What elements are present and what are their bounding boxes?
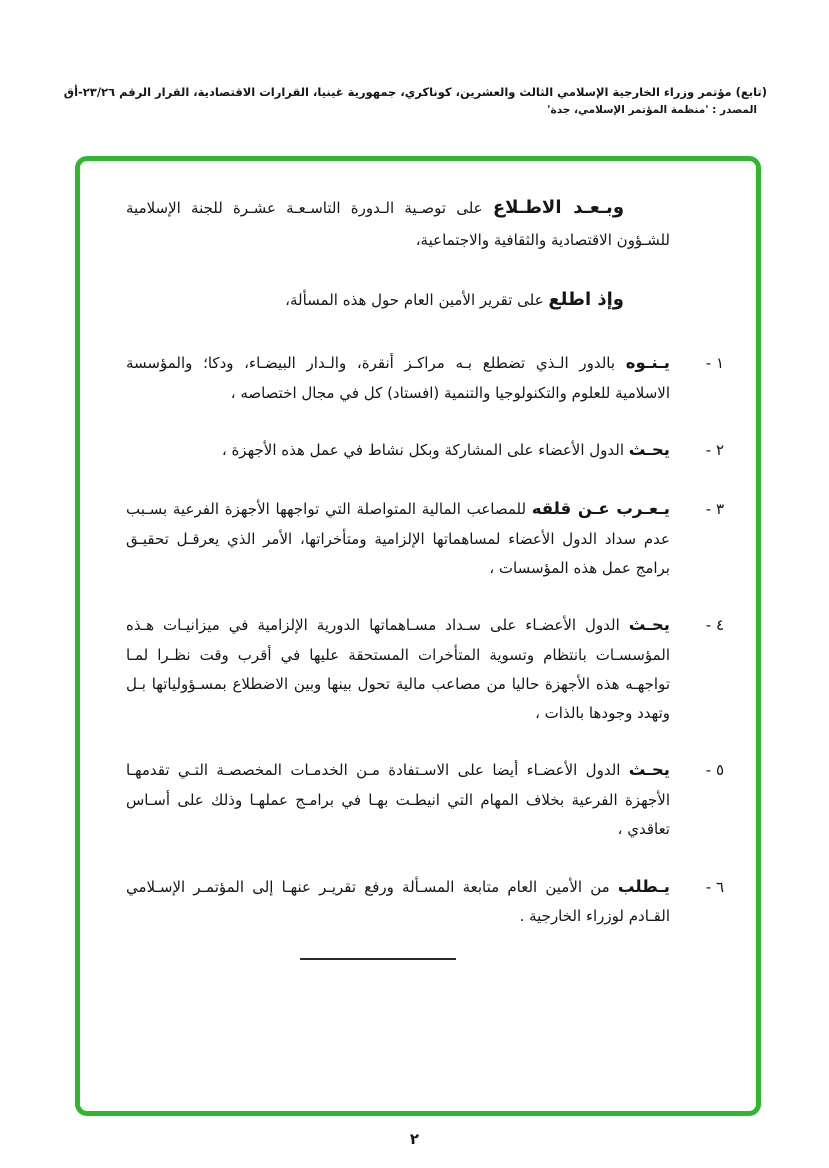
paragraph-preamble-2 — [126, 283, 670, 318]
bold-lead-item-3: يـعـرب عـن قلقه — [531, 499, 670, 519]
item-text-6 — [126, 871, 670, 931]
bold-lead-preamble-2: وإذ اطلع — [548, 289, 624, 311]
preamble-2-text: على تقرير الأمين العام حول هذه المسألة، — [285, 291, 549, 310]
header-title-line: (تابع) مؤتمر وزراء الخارجية الإسلامي الثالث والعشرين، كوناكري، جمهورية غينيا، القرارات الاقتصادية، القرار الرقم ٢٣/٢٦-أق — [63, 85, 767, 99]
item-number-3: ٣ - — [705, 500, 724, 519]
preamble-1-text: على توصـية الـدورة التاسـعـة عشـرة للجنة الإسلامية للشـؤون الاقتصادية والثقافية والاجتماعية، — [126, 199, 670, 249]
bold-lead-item-2: يحـث — [628, 440, 670, 460]
bold-lead-item-1: يـنـوه — [625, 352, 670, 372]
item-number-4: ٤ - — [705, 616, 724, 635]
item-body-6: من الأمين العام متابعة المسـألة ورفع تقريـر عنهـا إلى المؤتمـر الإسـلامي القـادم لوزراء الخارجية . — [126, 877, 670, 926]
item-number-2: ٢ - — [705, 441, 724, 460]
item-number-5: ٥ - — [705, 761, 724, 780]
item-body-3: للمصاعب المالية المتواصلة التي تواجهها الأجهزة الفرعية بسـبب عدم سداد الدول الأعضاء لمساهماتها الإلزامية ومتأخراتها، الأمر الذي يعرقـل تحقيـق برامج عمل هذه المؤسسات ، — [126, 500, 670, 577]
divider-line — [300, 958, 456, 960]
item-text-3 — [126, 493, 670, 582]
item-body-2: الدول الأعضاء على المشاركة وبكل نشاط في عمل هذه الأجهزة ، — [221, 441, 629, 460]
document-content — [80, 161, 756, 960]
page-header — [55, 84, 767, 116]
item-text-1 — [126, 347, 670, 407]
item-body-1: بالدور الـذي تضطلع بـه مراكـز أنقرة، والـدار البيضـاء، ودكا؛ والمؤسسة الاسلامية للعلوم والتكنولوجيا والتنمية (افستاد) كل في مجال اختصاصه ، — [126, 353, 670, 402]
list-item-6 — [126, 871, 724, 931]
item-number-6: ٦ - — [705, 877, 724, 896]
item-text-2 — [126, 434, 670, 466]
item-body-5: الدول الأعضـاء أيضا على الاسـتفادة مـن الخدمـات المخصصـة التـي تقدمهـا الأجهزة الفرعية بخلاف المهام التي انيطـت بهـا في برامـج عملهـا وذلك على أسـاس تعاقدي ، — [126, 761, 670, 838]
green-frame — [75, 156, 761, 1116]
paragraph-preamble-1 — [126, 191, 670, 254]
item-body-4: الدول الأعضـاء على سـداد مسـاهماتها الدورية الإلزامية في ميزانيـات هـذه المؤسسـات بانتظام وتسوية المتأخرات المستحقة عليها في أقرب وقت نظـرا لمـا تواجهـه هذه الأجهزة حاليا من مصاعب مالية تحول بينها وبين الاضطلاع بمسـؤولياتها بـل وتهدد وجودها بالذات ، — [126, 616, 670, 722]
list-item-5 — [126, 754, 724, 843]
page-number: ٢ — [409, 1130, 420, 1148]
header-source-line: المصدر : 'منظمة المؤتمر الإسلامي، جدة' — [547, 104, 757, 117]
list-item-2 — [126, 434, 724, 466]
list-item-3 — [126, 493, 724, 582]
bold-lead-item-4: يحـث — [628, 615, 670, 635]
bold-lead-preamble-1: وبـعـد الاطـلاع — [492, 197, 625, 218]
item-number-1: ١ - — [705, 353, 724, 372]
bold-lead-item-5: يحـث — [628, 760, 670, 780]
item-text-5 — [126, 754, 670, 843]
list-item-4 — [126, 609, 724, 727]
bold-lead-item-6: يـطلب — [617, 876, 670, 896]
list-item-1 — [126, 347, 724, 407]
item-text-4 — [126, 609, 670, 727]
